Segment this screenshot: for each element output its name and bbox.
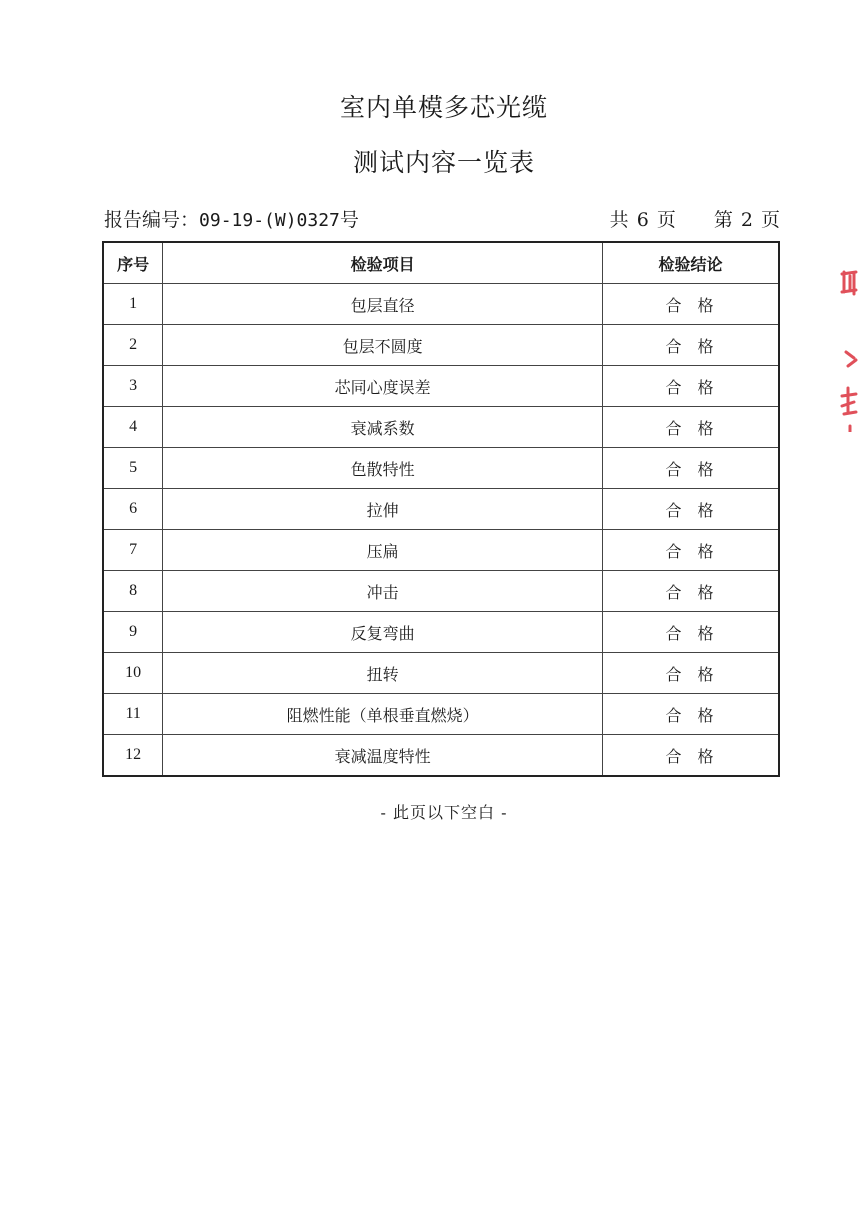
table-row — [103, 612, 779, 653]
row-conclusion: 合格 — [602, 448, 779, 489]
report-label: 报告编号： — [104, 209, 200, 231]
row-item: 反复弯曲 — [163, 612, 603, 653]
document-title: 室内单模多芯光缆 — [339, 93, 548, 122]
row-conclusion: 合格 — [602, 407, 779, 448]
row-serial: 6 — [103, 489, 163, 530]
report-number: 09-19-(W)0327 — [199, 210, 340, 231]
row-conclusion: 合格 — [602, 284, 779, 325]
row-serial: 11 — [103, 694, 163, 735]
header-item: 检验项目 — [163, 242, 603, 284]
row-conclusion: 合格 — [602, 735, 779, 777]
table-row — [103, 735, 779, 777]
row-serial: 4 — [103, 407, 163, 448]
test-items-table — [102, 241, 780, 777]
table-row — [103, 407, 779, 448]
total-pages: 共 6 页 — [609, 209, 676, 231]
seal-stamp-fragment — [838, 262, 860, 432]
table-row — [103, 448, 779, 489]
report-meta — [104, 205, 780, 233]
table-row — [103, 653, 779, 694]
blank-page-note: - 此页以下空白 - — [380, 803, 508, 822]
report-suffix: 号 — [339, 209, 359, 231]
row-item: 包层直径 — [163, 284, 603, 325]
row-conclusion: 合格 — [602, 366, 779, 407]
row-serial: 12 — [103, 735, 163, 777]
row-conclusion: 合格 — [602, 653, 779, 694]
row-conclusion: 合格 — [602, 530, 779, 571]
row-serial: 9 — [103, 612, 163, 653]
row-conclusion: 合格 — [602, 612, 779, 653]
row-item: 衰减系数 — [163, 407, 603, 448]
header-conclusion: 检验结论 — [602, 242, 779, 284]
table-row — [103, 284, 779, 325]
table-row — [103, 366, 779, 407]
table-row — [103, 694, 779, 735]
row-serial: 1 — [103, 284, 163, 325]
row-item: 拉伸 — [163, 489, 603, 530]
table-header-row — [103, 242, 779, 284]
row-serial: 2 — [103, 325, 163, 366]
row-conclusion: 合格 — [602, 694, 779, 735]
row-item: 芯同心度误差 — [163, 366, 603, 407]
document-subtitle: 测试内容一览表 — [352, 148, 535, 177]
page-info — [610, 205, 780, 232]
table-row — [103, 571, 779, 612]
row-item: 冲击 — [163, 571, 603, 612]
row-serial: 5 — [103, 448, 163, 489]
table-row — [103, 325, 779, 366]
row-serial: 10 — [103, 653, 163, 694]
row-serial: 3 — [103, 366, 163, 407]
row-item: 衰减温度特性 — [163, 735, 603, 777]
page-number: 第 2 页 — [713, 209, 780, 231]
row-conclusion: 合格 — [602, 489, 779, 530]
table-row — [103, 530, 779, 571]
report-number-line — [104, 205, 359, 232]
row-item: 阻燃性能（单根垂直燃烧） — [163, 694, 603, 735]
row-item: 压扁 — [163, 530, 603, 571]
row-serial: 8 — [103, 571, 163, 612]
row-serial: 7 — [103, 530, 163, 571]
row-item: 包层不圆度 — [163, 325, 603, 366]
table-row — [103, 489, 779, 530]
header-serial: 序号 — [103, 242, 163, 284]
row-conclusion: 合格 — [602, 325, 779, 366]
row-conclusion: 合格 — [602, 571, 779, 612]
row-item: 色散特性 — [163, 448, 603, 489]
row-item: 扭转 — [163, 653, 603, 694]
